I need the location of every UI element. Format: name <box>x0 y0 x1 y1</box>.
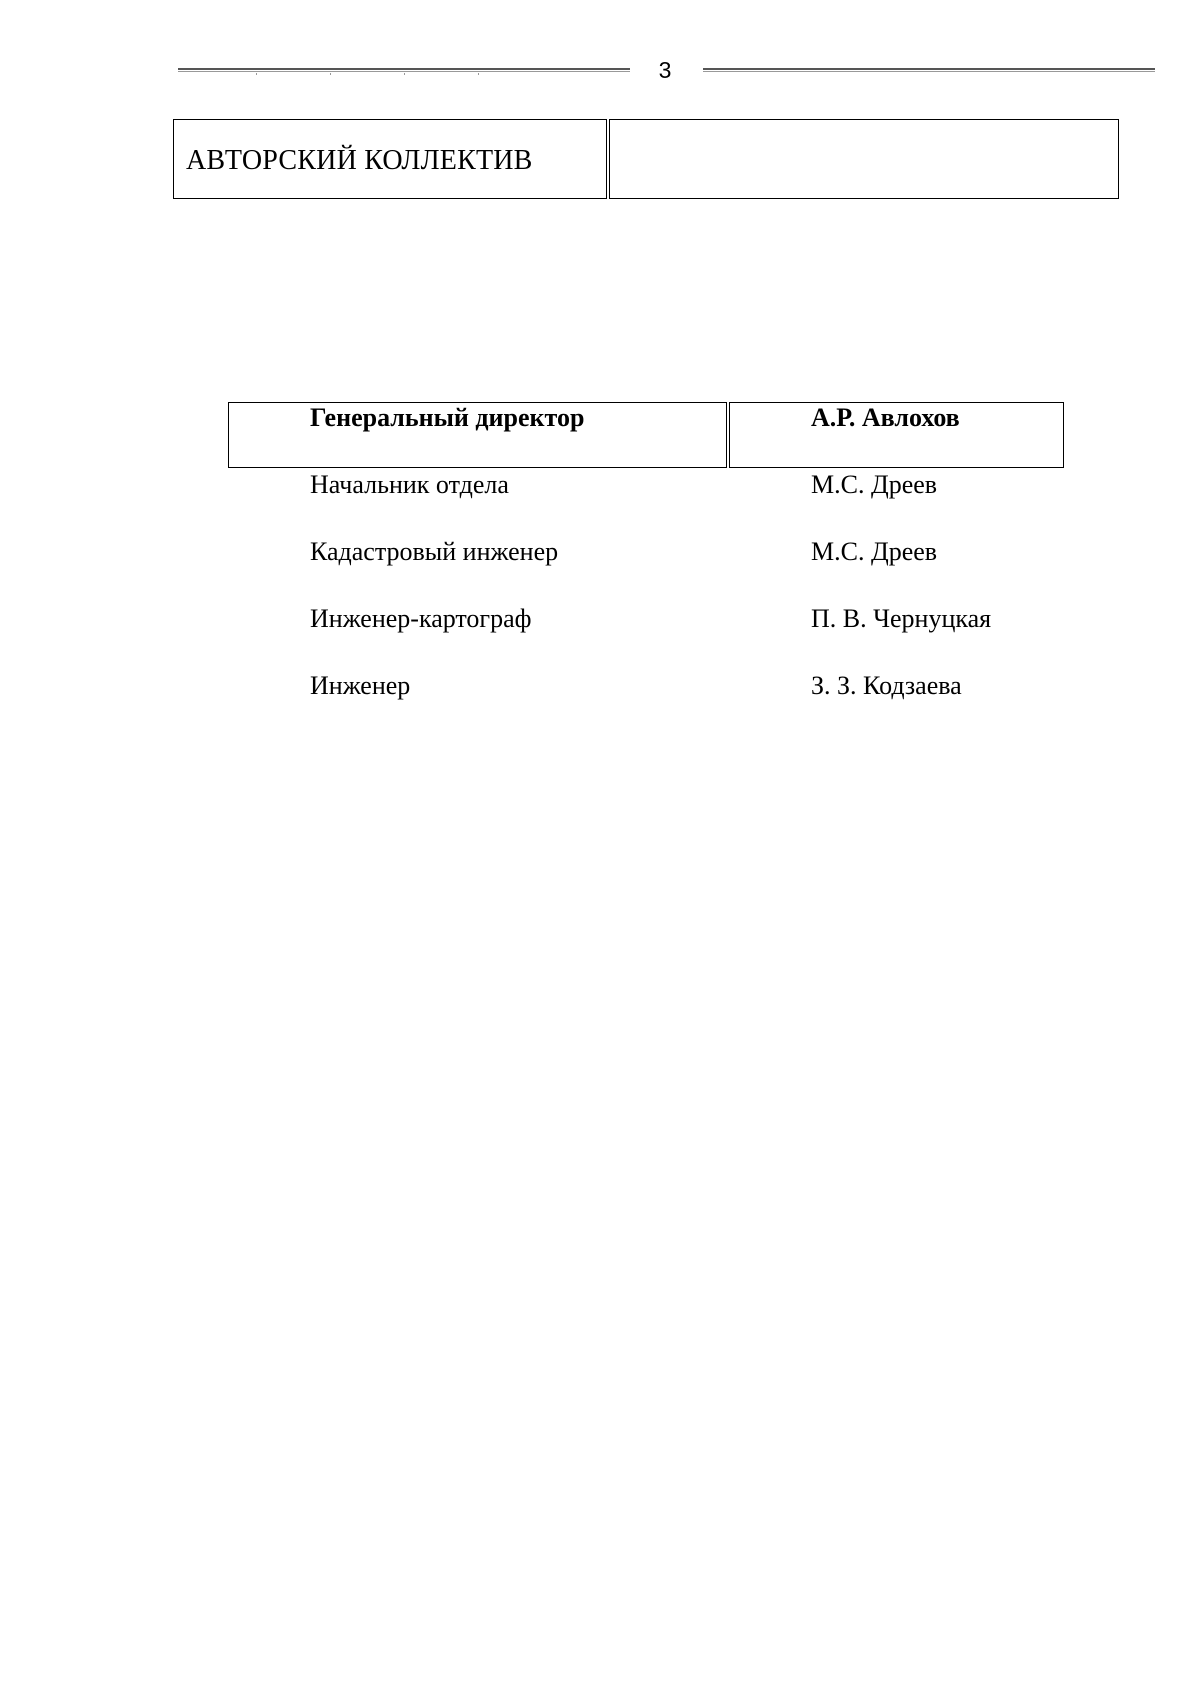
staff-role: Начальник отдела <box>310 470 509 499</box>
page-number: 3 <box>658 57 672 83</box>
header-rule-tick <box>478 73 479 75</box>
title-cell-empty <box>609 119 1119 199</box>
section-title: АВТОРСКИЙ КОЛЛЕКТИВ <box>186 145 533 176</box>
staff-row <box>228 534 1066 601</box>
staff-head-row <box>228 402 1066 468</box>
staff-head-role: Генеральный директор <box>310 403 585 432</box>
staff-head-name-cell <box>729 402 1064 468</box>
staff-table <box>228 402 1066 735</box>
staff-row <box>228 601 1066 668</box>
header-rule-tick <box>330 73 331 75</box>
staff-role: Инженер <box>310 671 411 700</box>
staff-role: Инженер-картограф <box>310 604 532 633</box>
staff-name: З. З. Кодзаева <box>811 671 962 700</box>
header-rule-right <box>703 68 1155 72</box>
staff-role: Кадастровый инженер <box>310 537 559 566</box>
header-rule-tick <box>256 73 257 75</box>
staff-head-name: А.Р. Авлохов <box>811 403 960 432</box>
staff-name: М.С. Дреев <box>811 537 938 566</box>
staff-row <box>228 468 1066 534</box>
title-box <box>173 119 1119 199</box>
staff-head-role-cell <box>228 402 727 468</box>
header-rule-tick <box>404 73 405 75</box>
staff-name: М.С. Дреев <box>811 470 938 499</box>
header-rule-left <box>178 68 630 72</box>
title-cell <box>173 119 607 199</box>
staff-name: П. В. Чернуцкая <box>811 604 992 633</box>
staff-row <box>228 668 1066 735</box>
